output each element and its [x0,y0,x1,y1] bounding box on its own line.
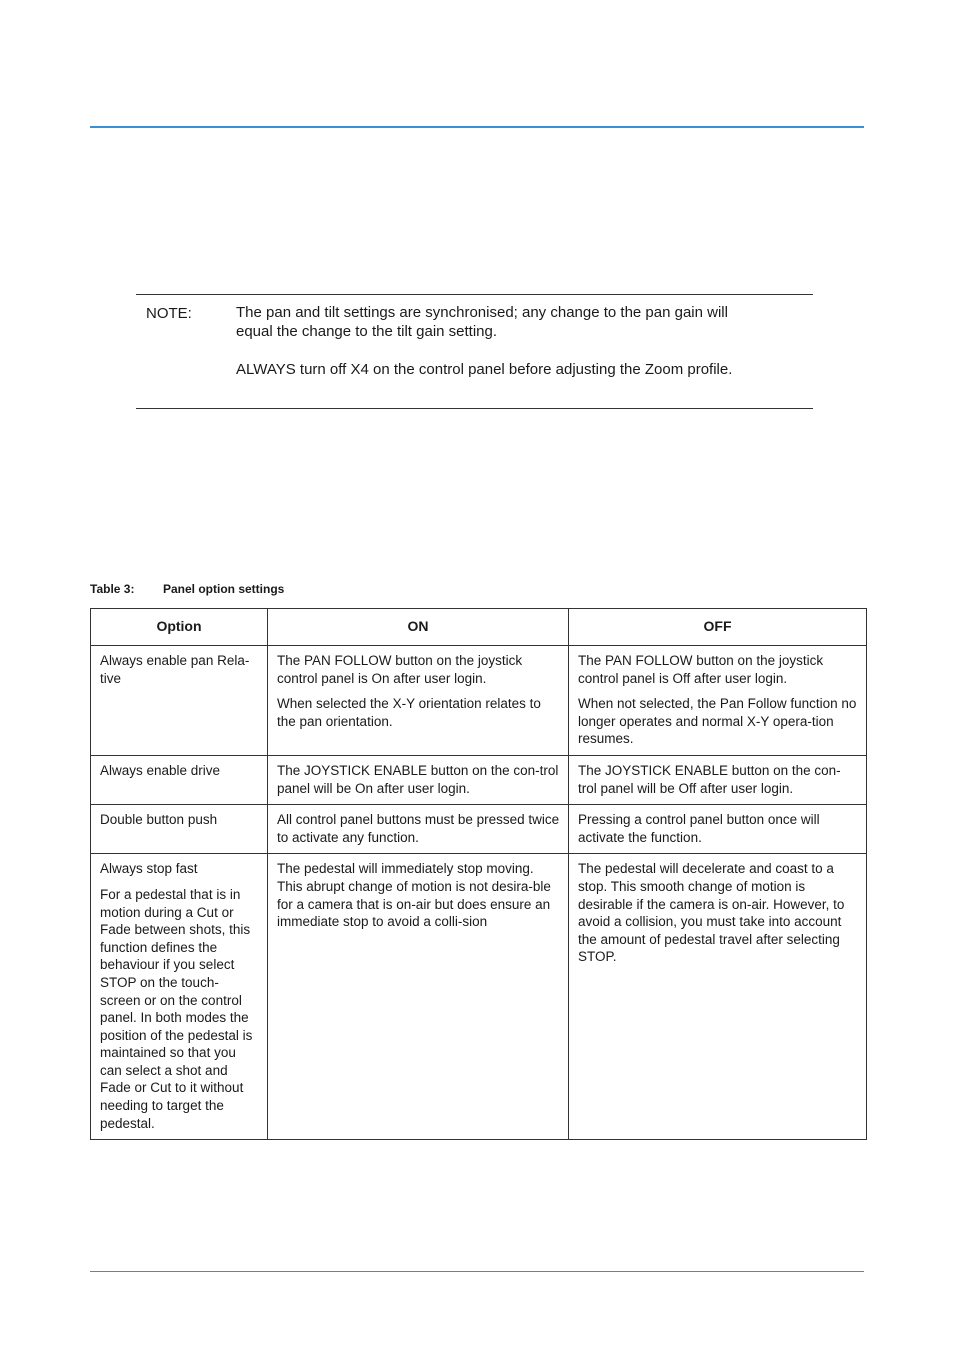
on-cell [268,805,569,854]
option-cell [91,755,268,804]
cell-text: The pedestal will immediately stop moving. This abrupt change of motion is not desira-ble for a camera that is on-air but does ensure an immediate stop to avoid a colli-sion [277,861,551,930]
option-cell [91,805,268,854]
note-body [236,303,736,379]
on-cell [268,854,569,1140]
option-cell [91,646,268,756]
off-cell [569,755,867,804]
table-row [91,805,867,854]
off-cell [569,805,867,854]
cell-text: The PAN FOLLOW button on the joystick control panel is Off after user login. [578,653,824,686]
on-cell [268,755,569,804]
header-off: OFF [569,609,867,646]
cell-text: The JOYSTICK ENABLE button on the con-trol panel will be On after user login. [277,762,559,796]
cell-text: Always enable drive [100,762,221,778]
panel-options-table [90,608,867,1140]
header-on: ON [268,609,569,646]
cell-text: All control panel buttons must be pressed twice to activate any function. [277,812,560,845]
note-box [136,294,813,409]
table-row [91,854,867,1140]
table-header-row [91,609,867,646]
note-line: ALWAYS turn off X4 on the control panel before adjusting the Zoom profile. [236,361,733,378]
option-cell [91,854,268,1140]
cell-text: When selected the X-Y orientation relates to the pan orientation. [277,696,541,729]
header-rule [90,126,864,128]
note-label: NOTE: [146,305,192,322]
off-cell [569,646,867,756]
table-caption-title: Panel option settings [163,582,285,596]
cell-text: The pedestal will decelerate and coast to a stop. This smooth change of motion is desirable if the camera is on-air. However, to avoid a collision, you must take into account the amount of pedestal travel after selecting STOP. [578,861,845,965]
table-row [91,646,867,756]
off-cell [569,854,867,1140]
table-caption [90,582,284,596]
header-option: Option [91,609,268,646]
cell-text: The PAN FOLLOW button on the joystick control panel is On after user login. [277,653,523,686]
cell-text: Pressing a control panel button once will activate the function. [578,812,820,845]
cell-text: Double button push [100,812,218,828]
table-row [91,755,867,804]
table-caption-number: Table 3: [90,582,135,596]
note-line: The pan and tilt settings are synchronised; any change to the pan gain will equal the change to the tilt gain setting. [236,304,728,340]
cell-text: When not selected, the Pan Follow function no longer operates and normal X-Y opera-tion resumes. [578,696,857,747]
cell-text: For a pedestal that is in motion during a Cut or Fade between shots, this function defines the behaviour if you select STOP on the touch-screen or on the control panel. In both modes the position of the pedestal is maintained so that you can select a shot and Fade or Cut to it without needing to target the pedestal. [100,886,253,1131]
cell-text: Always enable pan Rela-tive [100,653,250,686]
footer-rule [90,1271,864,1272]
cell-text: The JOYSTICK ENABLE button on the con-trol panel will be Off after user login. [578,762,841,796]
cell-text: Always stop fast [100,861,198,877]
on-cell [268,646,569,756]
